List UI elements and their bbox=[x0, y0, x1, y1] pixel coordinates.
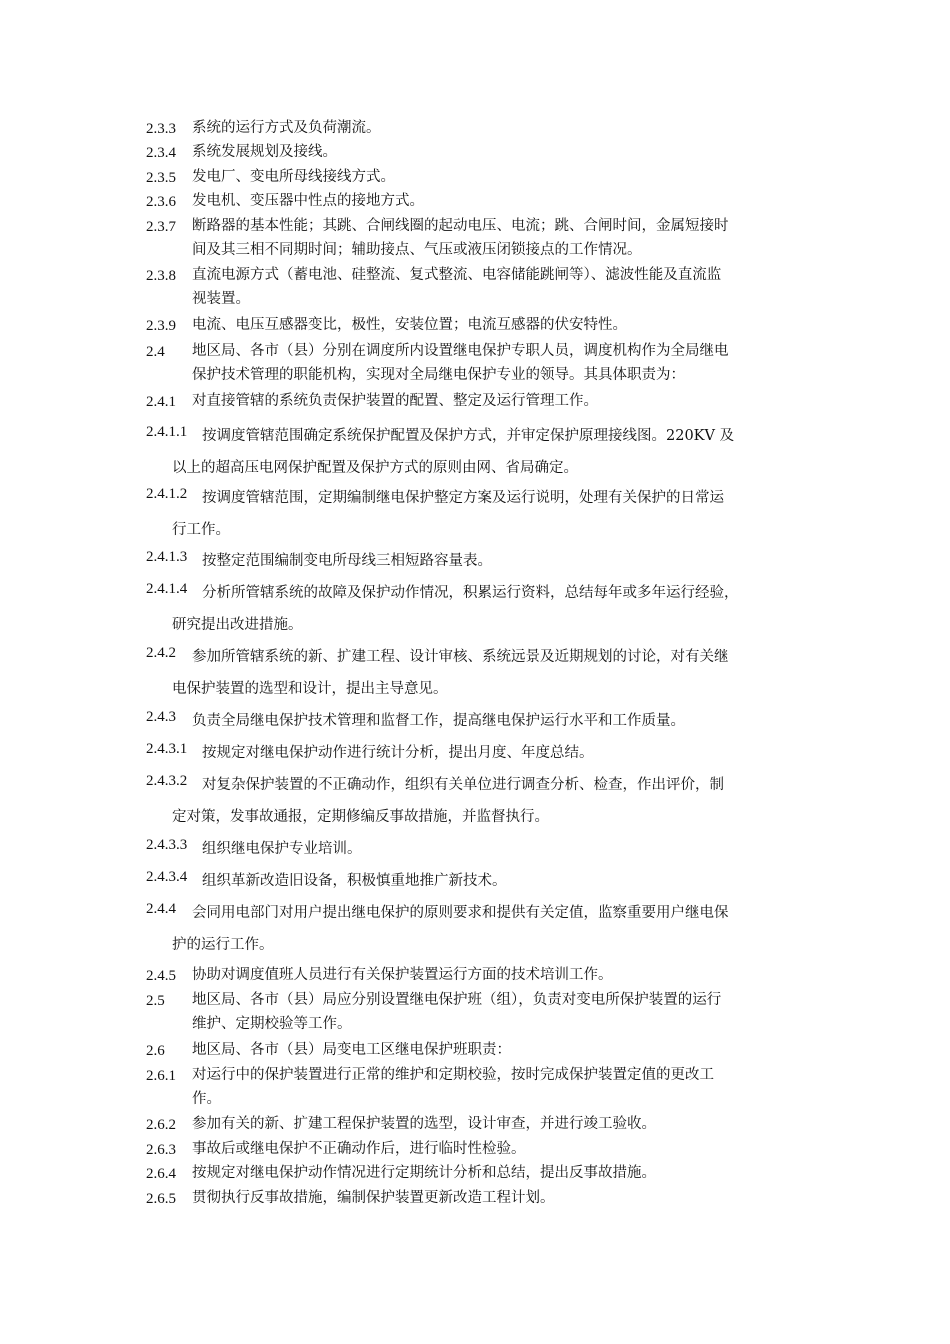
clause-text: 负责全局继电保护技术管理和监督工作，提高继电保护运行水平和工作质量。 bbox=[192, 713, 685, 729]
clause-number: 2.4.1.1 bbox=[146, 424, 188, 440]
clause-text: 按调度管辖范围，定期编制继电保护整定方案及运行说明，处理有关保护的日常运 bbox=[202, 490, 724, 506]
clause-text: 视装置。 bbox=[192, 290, 250, 307]
clause-2-6-2 bbox=[146, 1113, 810, 1137]
clause-text: 发电机、变压器中性点的接地方式。 bbox=[192, 193, 424, 209]
clause-text: 研究提出改进措施。 bbox=[172, 617, 303, 633]
clause-2-4-3 bbox=[146, 705, 810, 737]
clause-2-6 bbox=[146, 1039, 810, 1063]
clause-number: 2.4.1 bbox=[146, 394, 176, 410]
clause-text: 行工作。 bbox=[172, 522, 230, 538]
clause-text: 系统发展规划及接线。 bbox=[192, 144, 337, 160]
clause-text: 参加所管辖系统的新、扩建工程、设计审核、系统远景及近期规划的讨论，对有关继 bbox=[192, 649, 729, 665]
clause-number: 2.4 bbox=[146, 344, 165, 360]
clause-2-3-5 bbox=[146, 166, 810, 190]
clause-text: 作。 bbox=[192, 1090, 221, 1107]
clause-2-3-8 bbox=[146, 264, 810, 311]
clause-2-4 bbox=[146, 340, 810, 387]
clause-text: 事故后或继电保护不正确动作后，进行临时性检验。 bbox=[192, 1141, 526, 1157]
clause-text: 按规定对继电保护动作情况进行定期统计分析和总结，提出反事故措施。 bbox=[192, 1165, 656, 1181]
clause-number: 2.4.2 bbox=[146, 645, 176, 661]
clause-number: 2.3.4 bbox=[146, 145, 176, 161]
clause-text: 组织革新改造旧设备，积极慎重地推广新技术。 bbox=[202, 873, 507, 889]
clause-2-4-3-4 bbox=[146, 865, 810, 897]
clause-text: 按规定对继电保护动作进行统计分析，提出月度、年度总结。 bbox=[202, 745, 594, 761]
clause-text: 组织继电保护专业培训。 bbox=[202, 841, 362, 857]
clause-text: 按整定范围编制变电所母线三相短路容量表。 bbox=[202, 553, 492, 569]
clause-number: 2.6.2 bbox=[146, 1117, 176, 1133]
clause-2-6-4 bbox=[146, 1162, 810, 1186]
clause-number: 2.3.5 bbox=[146, 170, 176, 186]
clause-text: 电保护装置的选型和设计，提出主导意见。 bbox=[172, 681, 448, 697]
clause-text: 贯彻执行反事故措施，编制保护装置更新改造工程计划。 bbox=[192, 1190, 555, 1206]
clause-number: 2.4.3.2 bbox=[146, 773, 188, 789]
clause-2-4-1-4 bbox=[146, 577, 810, 641]
clause-2-4-2 bbox=[146, 641, 810, 705]
clause-text: 对运行中的保护装置进行正常的维护和定期校验，按时完成保护装置定值的更改工 bbox=[192, 1067, 714, 1083]
clause-number: 2.4.5 bbox=[146, 968, 176, 984]
clause-2-6-1 bbox=[146, 1064, 810, 1111]
clause-text: 保护技术管理的职能机构，实现对全局继电保护专业的领导。其具体职责为： bbox=[192, 366, 685, 383]
clause-text: 对复杂保护装置的不正确动作，组织有关单位进行调查分析、检查，作出评价，制 bbox=[202, 777, 724, 793]
clause-text: 维护、定期校验等工作。 bbox=[192, 1015, 352, 1032]
clause-2-4-1-2 bbox=[146, 482, 810, 546]
clause-2-4-1-3 bbox=[146, 545, 810, 577]
clause-text: 地区局、各市（县）局应分别设置继电保护班（组），负责对变电所保护装置的运行 bbox=[192, 992, 722, 1008]
clause-number: 2.5 bbox=[146, 993, 165, 1009]
clause-2-4-3-1 bbox=[146, 737, 810, 769]
clause-text: 对直接管辖的系统负责保护装置的配置、整定及运行管理工作。 bbox=[192, 393, 598, 409]
clause-text: 地区局、各市（县）分别在调度所内设置继电保护专职人员，调度机构作为全局继电 bbox=[192, 343, 729, 359]
clause-number: 2.6 bbox=[146, 1043, 165, 1059]
clause-number: 2.4.3 bbox=[146, 709, 176, 725]
clause-text: 参加有关的新、扩建工程保护装置的选型，设计审查，并进行竣工验收。 bbox=[192, 1116, 656, 1132]
clause-2-3-4 bbox=[146, 141, 810, 165]
clause-2-3-9 bbox=[146, 314, 810, 338]
clause-2-4-4 bbox=[146, 897, 810, 961]
clause-number: 2.4.4 bbox=[146, 901, 176, 917]
clause-number: 2.3.6 bbox=[146, 194, 176, 210]
clause-number: 2.4.1.4 bbox=[146, 581, 188, 597]
clause-number: 2.4.1.2 bbox=[146, 486, 188, 502]
clause-text: 分析所管辖系统的故障及保护动作情况，积累运行资料，总结每年或多年运行经验， bbox=[202, 585, 739, 601]
clause-2-4-3-3 bbox=[146, 833, 810, 865]
clause-number: 2.6.1 bbox=[146, 1068, 176, 1084]
clause-2-6-5 bbox=[146, 1187, 810, 1211]
clause-text: 协助对调度值班人员进行有关保护装置运行方面的技术培训工作。 bbox=[192, 967, 613, 983]
clause-text: 以上的超高压电网保护配置及保护方式的原则由网、省局确定。 bbox=[172, 460, 578, 476]
clause-number: 2.3.7 bbox=[146, 219, 176, 235]
clause-number: 2.6.5 bbox=[146, 1191, 176, 1207]
clause-2-4-5 bbox=[146, 964, 810, 988]
clause-number: 2.4.3.4 bbox=[146, 869, 188, 885]
clause-2-6-3 bbox=[146, 1138, 810, 1162]
clause-2-3-6 bbox=[146, 190, 810, 214]
clause-text: 系统的运行方式及负荷潮流。 bbox=[192, 120, 381, 136]
clause-number: 2.6.4 bbox=[146, 1166, 176, 1182]
clause-number: 2.3.8 bbox=[146, 268, 176, 284]
clause-text: 电流、电压互感器变比，极性，安装位置；电流互感器的伏安特性。 bbox=[192, 317, 627, 333]
clause-text: 直流电源方式（蓄电池、硅整流、复式整流、电容储能跳闸等）、滤波性能及直流监 bbox=[192, 267, 722, 283]
clause-2-3-3 bbox=[146, 117, 810, 141]
clause-text: 按调度管辖范围确定系统保护配置及保护方式，并审定保护原理接线图。220KV 及 bbox=[202, 428, 735, 444]
clause-2-5 bbox=[146, 989, 810, 1036]
clause-text: 护的运行工作。 bbox=[172, 937, 274, 953]
clause-2-4-3-2 bbox=[146, 769, 810, 833]
clause-2-4-1-1 bbox=[146, 420, 810, 484]
clause-text: 定对策，发事故通报，定期修编反事故措施，并监督执行。 bbox=[172, 809, 549, 825]
clause-text: 地区局、各市（县）局变电工区继电保护班职责： bbox=[192, 1042, 511, 1058]
clause-text: 发电厂、变电所母线接线方式。 bbox=[192, 169, 395, 185]
clause-2-4-1 bbox=[146, 390, 810, 414]
clause-number: 2.3.9 bbox=[146, 318, 176, 334]
clause-number: 2.3.3 bbox=[146, 121, 176, 137]
clause-text: 间及其三相不同期时间；辅助接点、气压或液压闭锁接点的工作情况。 bbox=[192, 241, 642, 258]
clause-number: 2.4.1.3 bbox=[146, 549, 188, 565]
clause-number: 2.4.3.3 bbox=[146, 837, 188, 853]
clause-number: 2.4.3.1 bbox=[146, 741, 188, 757]
clause-text: 断路器的基本性能；其跳、合闸线圈的起动电压、电流；跳、合闸时间，金属短接时 bbox=[192, 218, 729, 234]
clause-text: 会同用电部门对用户提出继电保护的原则要求和提供有关定值，监察重要用户继电保 bbox=[192, 905, 729, 921]
clause-number: 2.6.3 bbox=[146, 1142, 176, 1158]
clause-2-3-7 bbox=[146, 215, 810, 262]
